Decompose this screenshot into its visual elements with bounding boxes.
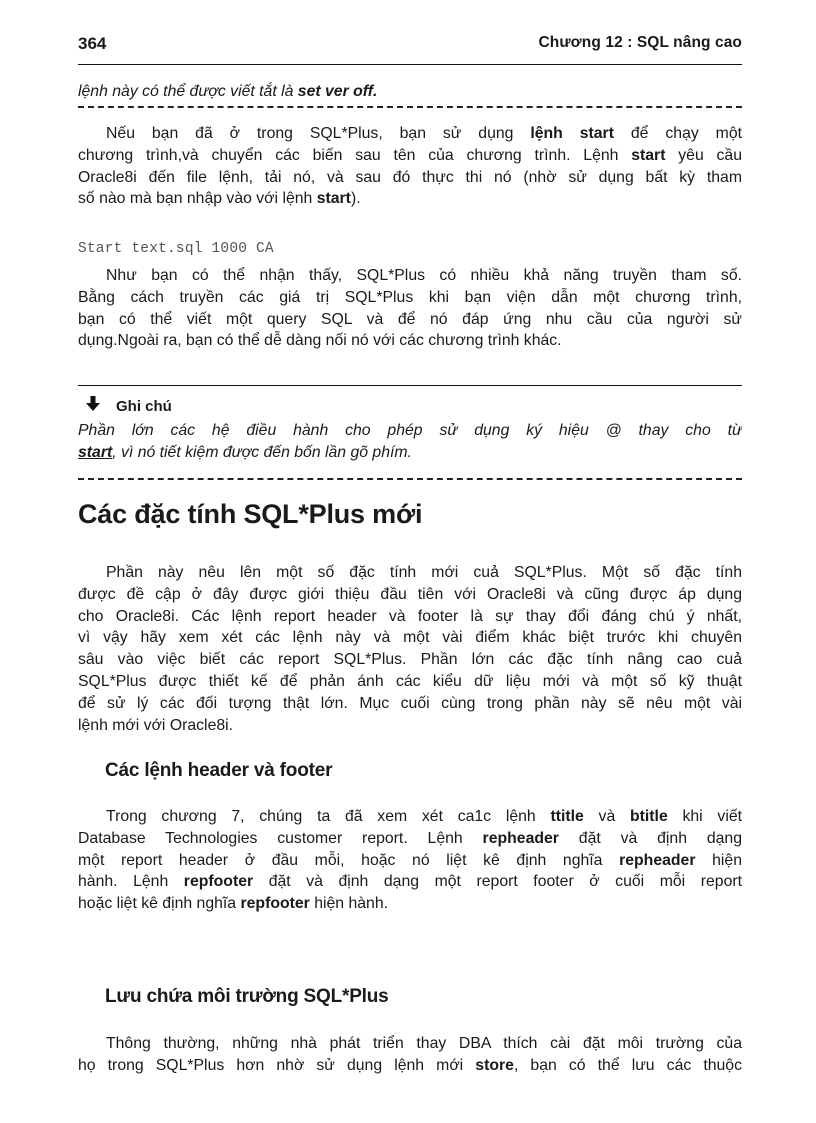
chapter-title: Chương 12 : SQL nâng cao xyxy=(538,34,742,51)
note-continuation: lệnh này có thể được viết tắt là set ver off. xyxy=(78,83,378,100)
page-number: 364 xyxy=(78,34,107,53)
code-example: Start text.sql 1000 CA xyxy=(78,241,274,257)
note-bottom-divider xyxy=(78,478,742,480)
note-end-divider xyxy=(78,106,742,108)
section-paragraph: Phần này nêu lên một số đặc tính mới cuả SQL*Plus. Một số đặc tính được đề cập ở đây được giới thiệu đầu tiên với Oracle8i và cũng được áp dụng cho Oracle8i. Các lệnh report header và footer là sự thay đổi đáng chú ý nhất, vì vậy hãy xem xét các lệnh này và một vài điểm khác biệt trước khi chuyên sâu vào việc biết các report SQL*Plus. Phần lớn các đặc tính nâng cao cuả SQL*Plus được thiết kế để phản ánh các kiểu dữ liệu mới và một số kỹ thuật để sử lý các đối tượng thật lớn. Mục cuối cùng trong phần này sẽ nêu một vài lệnh mới với Oracle8i. xyxy=(78,564,742,734)
note-body: Phần lớn các hệ điều hành cho phép sử dụng ký hiệu @ thay cho từ start, vì nó tiết kiệm được đến bốn lần gõ phím. xyxy=(78,422,742,461)
note-top-rule xyxy=(78,385,742,386)
running-header xyxy=(78,34,742,58)
arrow-down-icon xyxy=(86,396,104,415)
header-rule xyxy=(78,64,742,65)
subsection-paragraph-header-footer: Trong chương 7, chúng ta đã xem xét ca1c lệnh ttitle và btitle khi viết Database Technologies customer report. Lệnh repheader đặt và định dạng một report header ở đầu mỗi, hoặc nó liệt kê định nghĩa repheader hiện hành. Lệnh repfooter đặt và định dạng một report footer ở cuối mỗi report hoặc liệt kê định nghĩa repfooter hiện hành. xyxy=(78,808,742,913)
section-heading: Các đặc tính SQL*Plus mới xyxy=(78,499,423,529)
subsection-heading-header-footer: Các lệnh header và footer xyxy=(105,760,333,781)
note-heading: Ghi chú xyxy=(86,396,172,415)
subsection-paragraph-environment: Thông thường, những nhà phát triển thay DBA thích cài đặt môi trường của họ trong SQL*Plus hơn nhờ sử dụng lệnh mới store, bạn có thể lưu các thuộc xyxy=(78,1035,742,1074)
subsection-heading-environment: Lưu chứa môi trường SQL*Plus xyxy=(105,986,389,1007)
paragraph-start-command: Nếu bạn đã ở trong SQL*Plus, bạn sử dụng lệnh start để chạy một chương trình,và chuyển các biến sau tên của chương trình. Lệnh start yêu cầu Oracle8i đến file lệnh, tải nó, và sau đó thực thi nó (nhờ sử dụng bất kỳ tham số nào mà bạn nhập vào với lệnh start). xyxy=(78,125,742,208)
paragraph-parameters: Như bạn có thể nhận thấy, SQL*Plus có nhiều khả năng truyền tham số. Bằng cách truyền các giá trị SQL*Plus khi bạn viện dẫn một chương trình, bạn có thể viết một query SQL và để nó đáp ứng nhu cầu của người sử dụng.Ngoài ra, bạn có thể dễ dàng nối nó với các chương trình khác. xyxy=(78,267,742,350)
